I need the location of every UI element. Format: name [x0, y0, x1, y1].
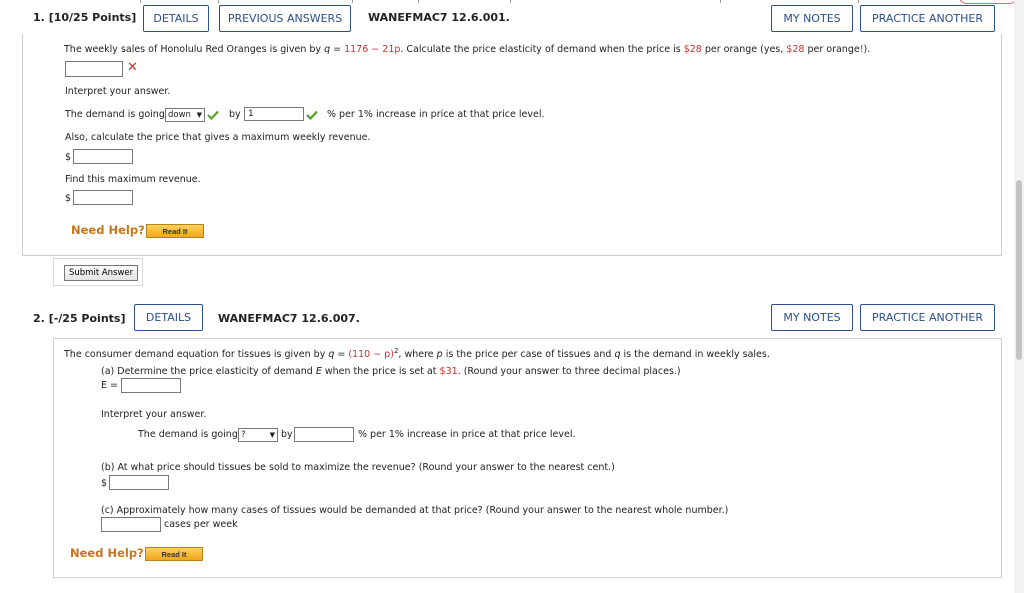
q2-practice-another-button[interactable]: PRACTICE ANOTHER: [860, 304, 995, 331]
q2-read-it-button[interactable]: Read It: [145, 547, 203, 561]
q1-revenue-input[interactable]: [73, 190, 133, 205]
q1-header: [0, 4, 1000, 34]
q1-elasticity-input[interactable]: [65, 61, 123, 77]
page-scrollbar[interactable]: [1014, 0, 1024, 593]
q2-number: 2. [-/25 Points]: [33, 312, 126, 325]
q1-my-notes-button[interactable]: MY NOTES: [771, 5, 853, 32]
q1-also-label: Also, calculate the price that gives a maximum weekly revenue.: [65, 132, 371, 143]
q2-direction-select[interactable]: [238, 428, 278, 442]
correct-check-icon: [306, 110, 318, 120]
q2-header: [0, 304, 1000, 334]
q1-per-increase-label: % per 1% increase in price at that price level.: [327, 109, 545, 120]
q2-e-input[interactable]: [121, 378, 181, 393]
incorrect-x-icon: ✕: [127, 60, 138, 75]
q2-part-b: (b) At what price should tissues be sold to maximize the revenue? (Round your answer to the nearest cent.): [101, 462, 615, 473]
q2-part-a: (a) Determine the price elasticity of demand E when the price is set at $31. (Round your answer to three decimal places.): [101, 366, 681, 377]
chevron-down-icon: ▼: [269, 431, 275, 439]
q1-body: [22, 34, 1002, 256]
q1-direction-select[interactable]: [165, 108, 205, 122]
correct-check-icon: [207, 110, 219, 120]
q1-previous-answers-button[interactable]: PREVIOUS ANSWERS: [219, 5, 351, 32]
q1-need-help-label: Need Help?: [71, 223, 145, 237]
q1-percent-input[interactable]: 1: [244, 107, 304, 121]
q2-per-increase-label: % per 1% increase in price at that price level.: [358, 429, 576, 440]
q1-direction-value: down: [168, 110, 191, 120]
q1-interpret-label: Interpret your answer.: [65, 86, 171, 97]
top-edge: [0, 0, 1024, 3]
q1-dollar-sign: $: [65, 193, 72, 204]
q1-submit-button[interactable]: Submit Answer: [64, 265, 138, 281]
q2-demand-going-label: The demand is going: [138, 429, 238, 440]
q1-find-label: Find this maximum revenue.: [65, 174, 201, 185]
q1-code: WANEFMAC7 12.6.001.: [368, 11, 510, 24]
q2-body: [53, 338, 1002, 578]
q1-dollar-sign: $: [65, 152, 72, 163]
q1-details-button[interactable]: DETAILS: [143, 5, 209, 32]
q2-by-label: by: [281, 429, 293, 440]
q1-statement: The weekly sales of Honolulu Red Oranges is given by q = 1176 − 21p. Calculate the price elasticity of demand when the price is $28 per orange (yes, $28 per orange!).: [64, 44, 871, 55]
q1-number: 1. [10/25 Points]: [33, 11, 137, 24]
q2-part-c: (c) Approximately how many cases of tissues would be demanded at that price? (Round your answer to the nearest whole number.): [101, 505, 729, 516]
q1-price-input[interactable]: [73, 149, 133, 164]
q1-read-it-button[interactable]: Read It: [146, 224, 204, 238]
q2-code: WANEFMAC7 12.6.007.: [218, 312, 360, 325]
q1-by-label: by: [229, 109, 241, 120]
q1-submit-area: [53, 258, 143, 286]
q1-demand-going-label: The demand is going: [65, 109, 165, 120]
q2-interpret-label: Interpret your answer.: [101, 409, 207, 420]
q2-statement: The consumer demand equation for tissues is given by $q = (110 - p)^2$, where p is the price per case of tissues and q is the demand in weekly sales.: [64, 347, 770, 361]
q1-practice-another-button[interactable]: PRACTICE ANOTHER: [860, 5, 995, 32]
q2-price-input[interactable]: [109, 475, 169, 490]
q2-details-button[interactable]: DETAILS: [134, 304, 203, 331]
q2-direction-value: ?: [241, 430, 246, 440]
q2-dollar-sign: $: [101, 478, 108, 489]
q2-percent-input[interactable]: [294, 427, 354, 442]
scrollbar-thumb[interactable]: [1016, 180, 1022, 360]
q2-need-help-label: Need Help?: [70, 546, 144, 560]
q2-e-label: E =: [101, 380, 118, 391]
q2-cases-input[interactable]: [101, 517, 161, 532]
chevron-down-icon: ▼: [196, 111, 202, 119]
q2-my-notes-button[interactable]: MY NOTES: [771, 304, 853, 331]
q2-cases-label: cases per week: [164, 519, 238, 530]
